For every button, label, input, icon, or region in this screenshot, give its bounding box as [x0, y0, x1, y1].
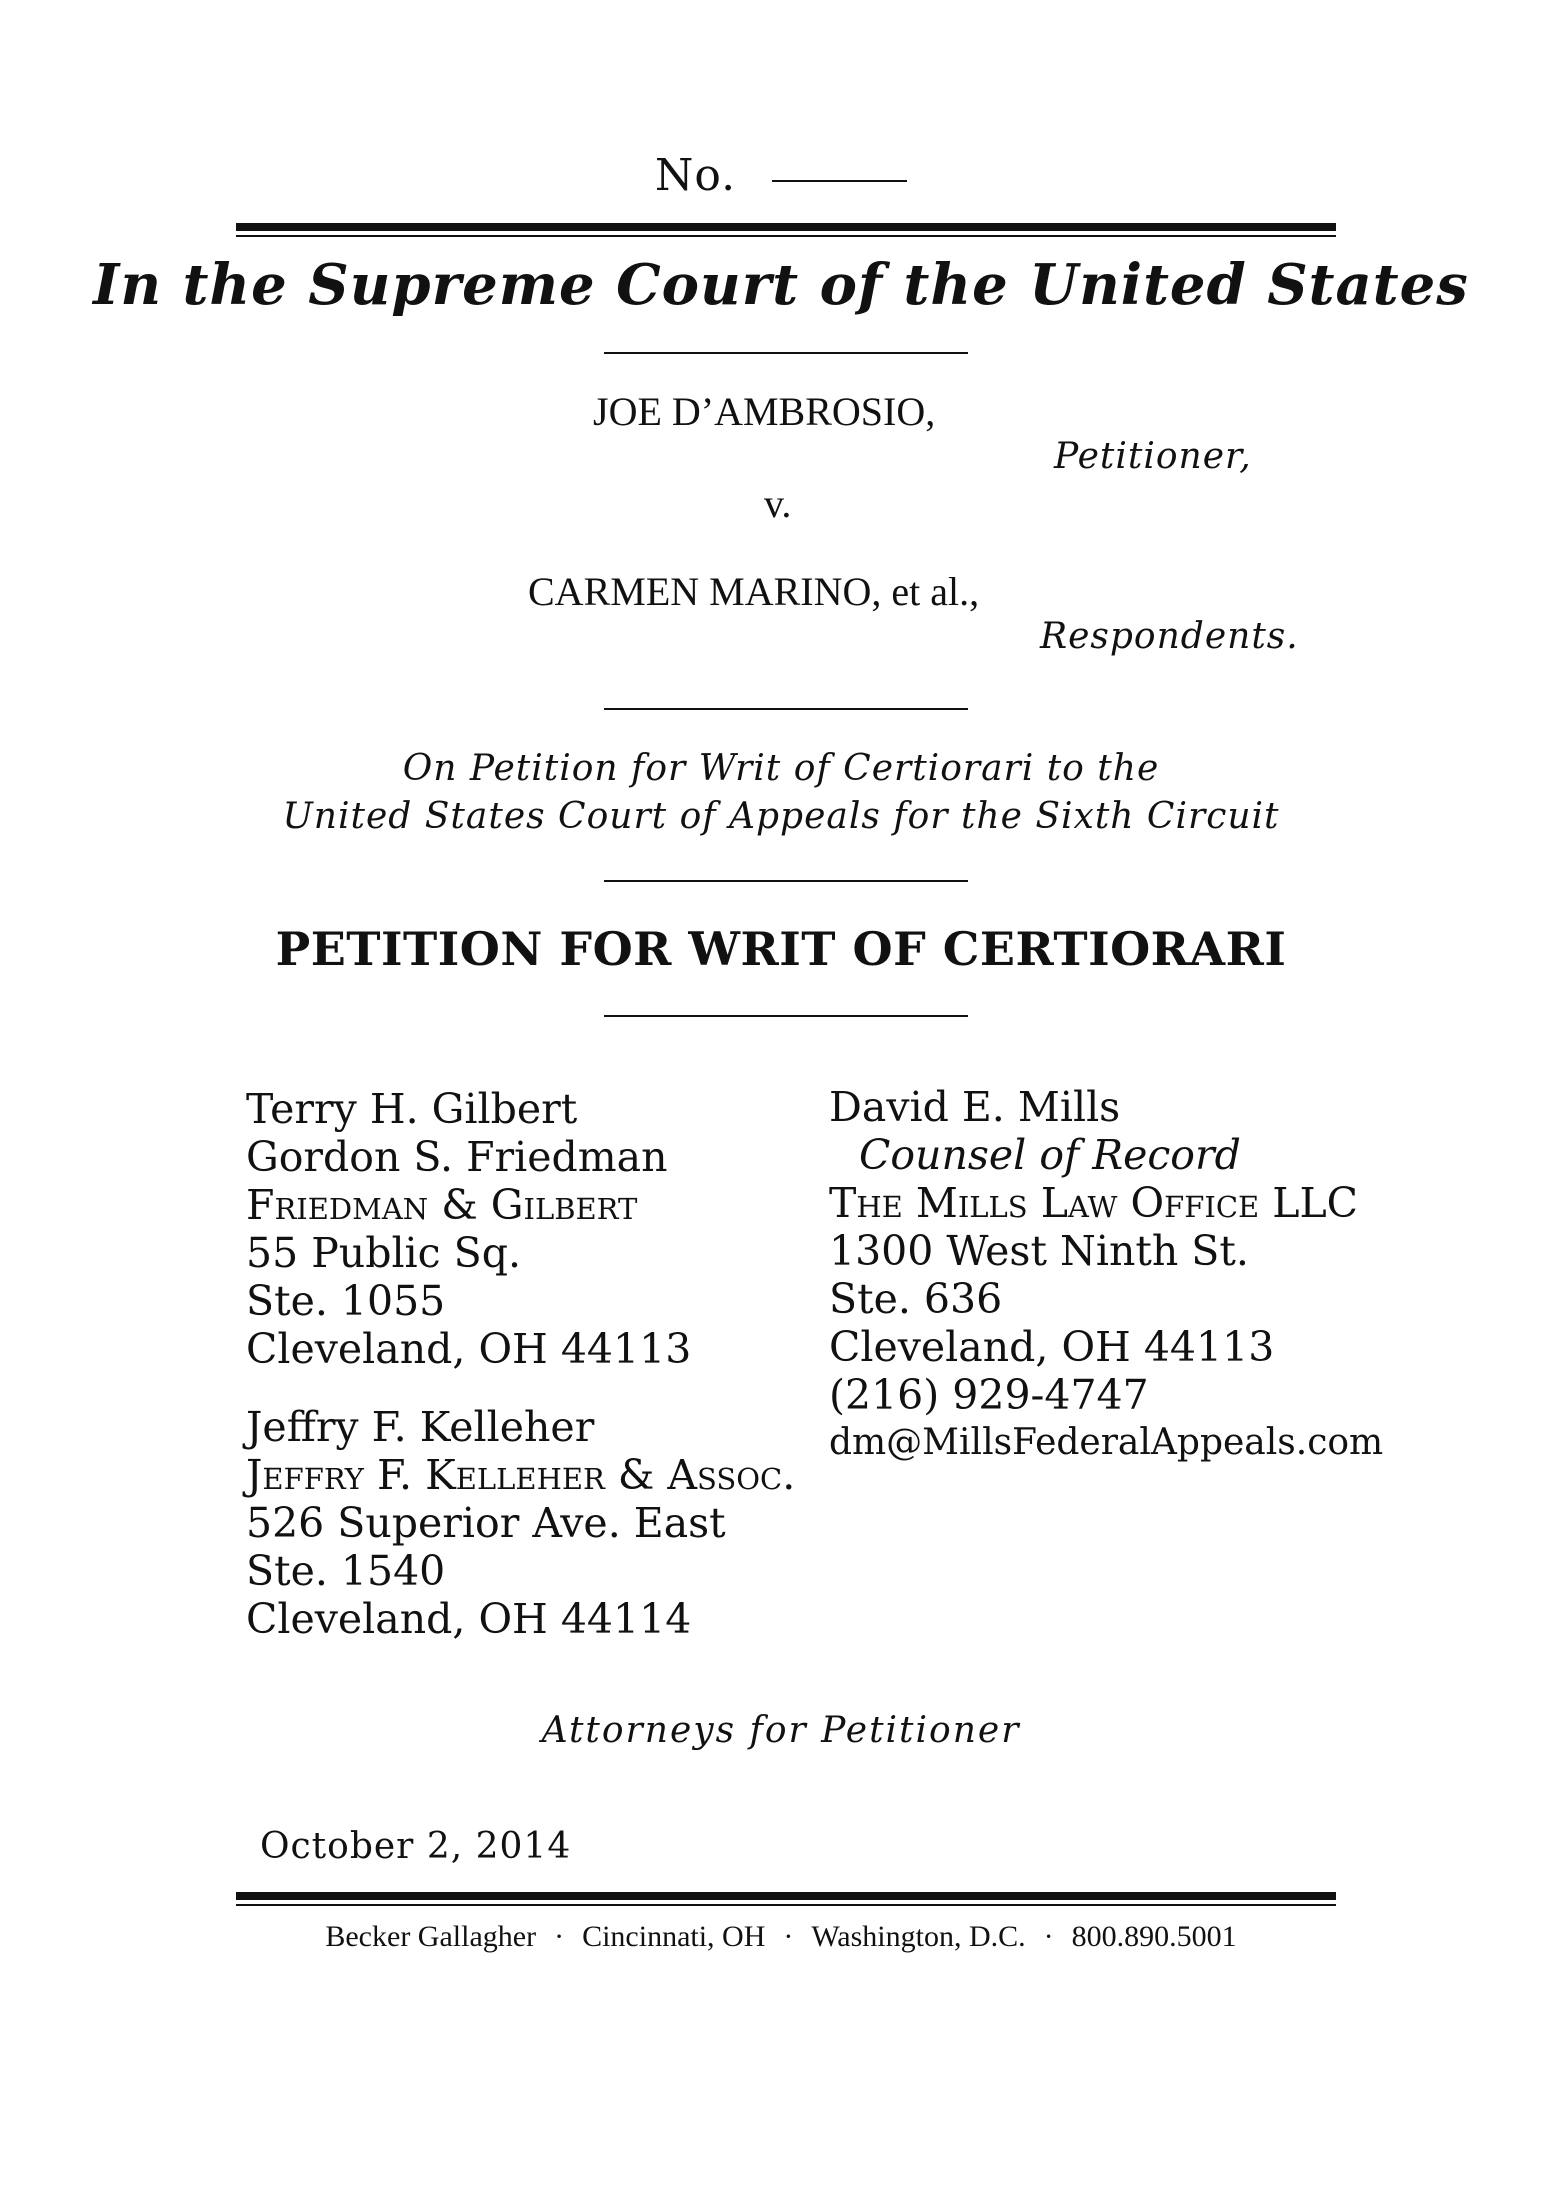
address-line: 55 Public Sq. — [246, 1229, 522, 1277]
court-title: In the Supreme Court of the United States — [93, 252, 1469, 318]
printer-name: Becker Gallagher — [325, 1920, 537, 1953]
petitioner-name: JOE D’AMBROSIO, — [593, 389, 936, 434]
attorney-name: Gordon S. Friedman — [246, 1133, 668, 1181]
printer-line — [0, 1920, 1562, 1954]
phone-number: (216) 929-4747 — [829, 1371, 1149, 1419]
email-address: dm@MillsFederalAppeals.com — [829, 1422, 1384, 1463]
separator-dot: · — [554, 1920, 565, 1953]
top-rule-thick — [236, 223, 1336, 231]
address-line: 1300 West Ninth St. — [829, 1227, 1249, 1275]
attorney-name: Terry H. Gilbert — [246, 1085, 578, 1133]
respondent-role: Respondents. — [1040, 616, 1299, 657]
respondent-name: CARMEN MARINO, et al., — [528, 569, 980, 614]
address-line: Cleveland, OH 44113 — [246, 1325, 692, 1373]
law-firm-name: The Mills Law Office LLC — [829, 1179, 1359, 1227]
counsel-left — [246, 1085, 795, 1643]
proceeding-line-2: United States Court of Appeals for the Sixth Circuit — [282, 796, 1280, 837]
printer-city: Washington, D.C. — [811, 1920, 1026, 1953]
divider-3 — [604, 880, 968, 882]
address-line: Cleveland, OH 44114 — [246, 1595, 692, 1643]
bottom-rule-thin — [236, 1904, 1336, 1906]
address-line: Ste. 1055 — [246, 1277, 446, 1325]
printer-city: Cincinnati, OH — [582, 1920, 766, 1953]
divider-4 — [604, 1015, 968, 1017]
divider-1 — [604, 352, 968, 354]
address-line: Cleveland, OH 44113 — [829, 1323, 1275, 1371]
docket-label: No. — [654, 150, 737, 201]
docket-blank-line — [772, 180, 907, 182]
law-firm-name: Friedman & Gilbert — [246, 1181, 638, 1229]
address-line: Ste. 1540 — [246, 1547, 446, 1595]
separator-dot: · — [1043, 1920, 1054, 1953]
printer-phone: 800.890.5001 — [1071, 1920, 1237, 1953]
docket-number — [0, 150, 1562, 201]
address-line: 526 Superior Ave. East — [246, 1499, 726, 1547]
separator-dot: · — [783, 1920, 794, 1953]
top-rule-thin — [236, 235, 1336, 237]
law-firm-name: Jeffry F. Kelleher & Assoc. — [246, 1451, 796, 1499]
document-title: PETITION FOR WRIT OF CERTIORARI — [275, 922, 1287, 976]
address-line: Ste. 636 — [829, 1275, 1003, 1323]
bottom-rule-thick — [236, 1892, 1336, 1900]
attorney-name: Jeffry F. Kelleher — [246, 1403, 595, 1451]
divider-2 — [604, 708, 968, 710]
versus: v. — [764, 481, 792, 526]
counsel-right — [829, 1083, 1383, 1467]
attorney-name: David E. Mills — [829, 1083, 1121, 1131]
counsel-of-record: Counsel of Record — [859, 1131, 1241, 1179]
attorneys-for: Attorneys for Petitioner — [541, 1710, 1021, 1751]
proceeding-line-1: On Petition for Writ of Certiorari to the — [402, 748, 1160, 789]
filing-date: October 2, 2014 — [260, 1826, 572, 1867]
petitioner-role: Petitioner, — [1054, 436, 1252, 477]
